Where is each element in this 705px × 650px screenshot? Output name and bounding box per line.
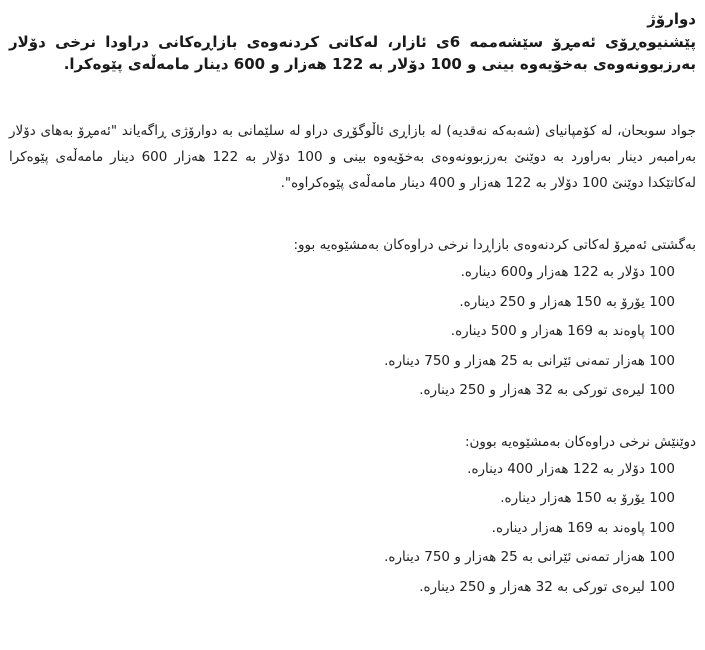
today-rates-title: بەگشتی ئەمڕۆ لەکاتی کردنەوەی بازاڕدا نرخی دراوەکان بەمشێوەیە بوو: [293, 237, 696, 253]
rate-item-eur: 100 یۆرۆ بە 150 هەزار و 250 دینارە. [459, 293, 675, 310]
yesterday-rates-section [9, 429, 696, 603]
rate-item-eur: 100 یۆرۆ بە 150 هەزار دینارە. [500, 490, 675, 506]
yesterday-rates-title: دوێنێش نرخی دراوەکان بەمشێوەیە بوون: [464, 433, 696, 450]
rate-item-irr: 100 هەزار تمەنی ئێرانی بە 25 هەزار و 750 دینارە. [384, 549, 675, 565]
article-lead-paragraph: جواد سوبحان، لە کۆمپانیای (شەبەکە نەقدیە) لە بازاڕی ئاڵوگۆڕی دراو لە سلێمانی بە دوارۆژی ڕاگەیاند "ئەمڕۆ بەهای دۆلار بەرامبەر دینار بەراورد بە دوێنێ بەرزبوونەوەی بەخۆیەوە بینی و 100 دۆلار بە 122 هەزار 600 دینار مامەڵەی پێوەکرا لەکاتێکدا دوێنێ 100 دۆلار بە 122 هەزار و 400 دینار مامەڵەی پێوەکراوە". [9, 123, 696, 191]
rate-item-try: 100 لیرەی تورکی بە 32 هەزار و 250 دینارە. [419, 382, 675, 398]
article-headline: پێشنیوەڕۆی ئەمڕۆ سێشەممە 6ی ئازار، لەکاتی کردنەوەی بازاڕەکانی دراودا نرخی دۆلار بەرزبوونەوەی بەخۆیەوە بینی و 100 دۆلار بە 122 هەزار و 600 دینار مامەڵەی پێوەکرا. [9, 33, 696, 73]
rate-item-usd: 100 دۆلار بە 122 هەزار 400 دینارە. [467, 460, 675, 477]
today-rates-section [9, 232, 696, 406]
article-source: دوارۆژ [647, 10, 696, 28]
rate-item-usd: 100 دۆلار بە 122 هەزار و600 دینارە. [460, 264, 675, 280]
rate-item-gbp: 100 پاوەند بە 169 هەزار دینارە. [491, 519, 675, 536]
yesterday-rates-list [9, 455, 696, 603]
rate-item-irr: 100 هەزار تمەنی ئێرانی بە 25 هەزار و 750 دینارە. [384, 352, 675, 369]
rate-item-gbp: 100 پاوەند بە 169 هەزار و 500 دینارە. [450, 323, 675, 339]
today-rates-list [9, 258, 696, 406]
rate-item-try: 100 لیرەی تورکی بە 32 هەزار و 250 دینارە. [419, 578, 675, 595]
